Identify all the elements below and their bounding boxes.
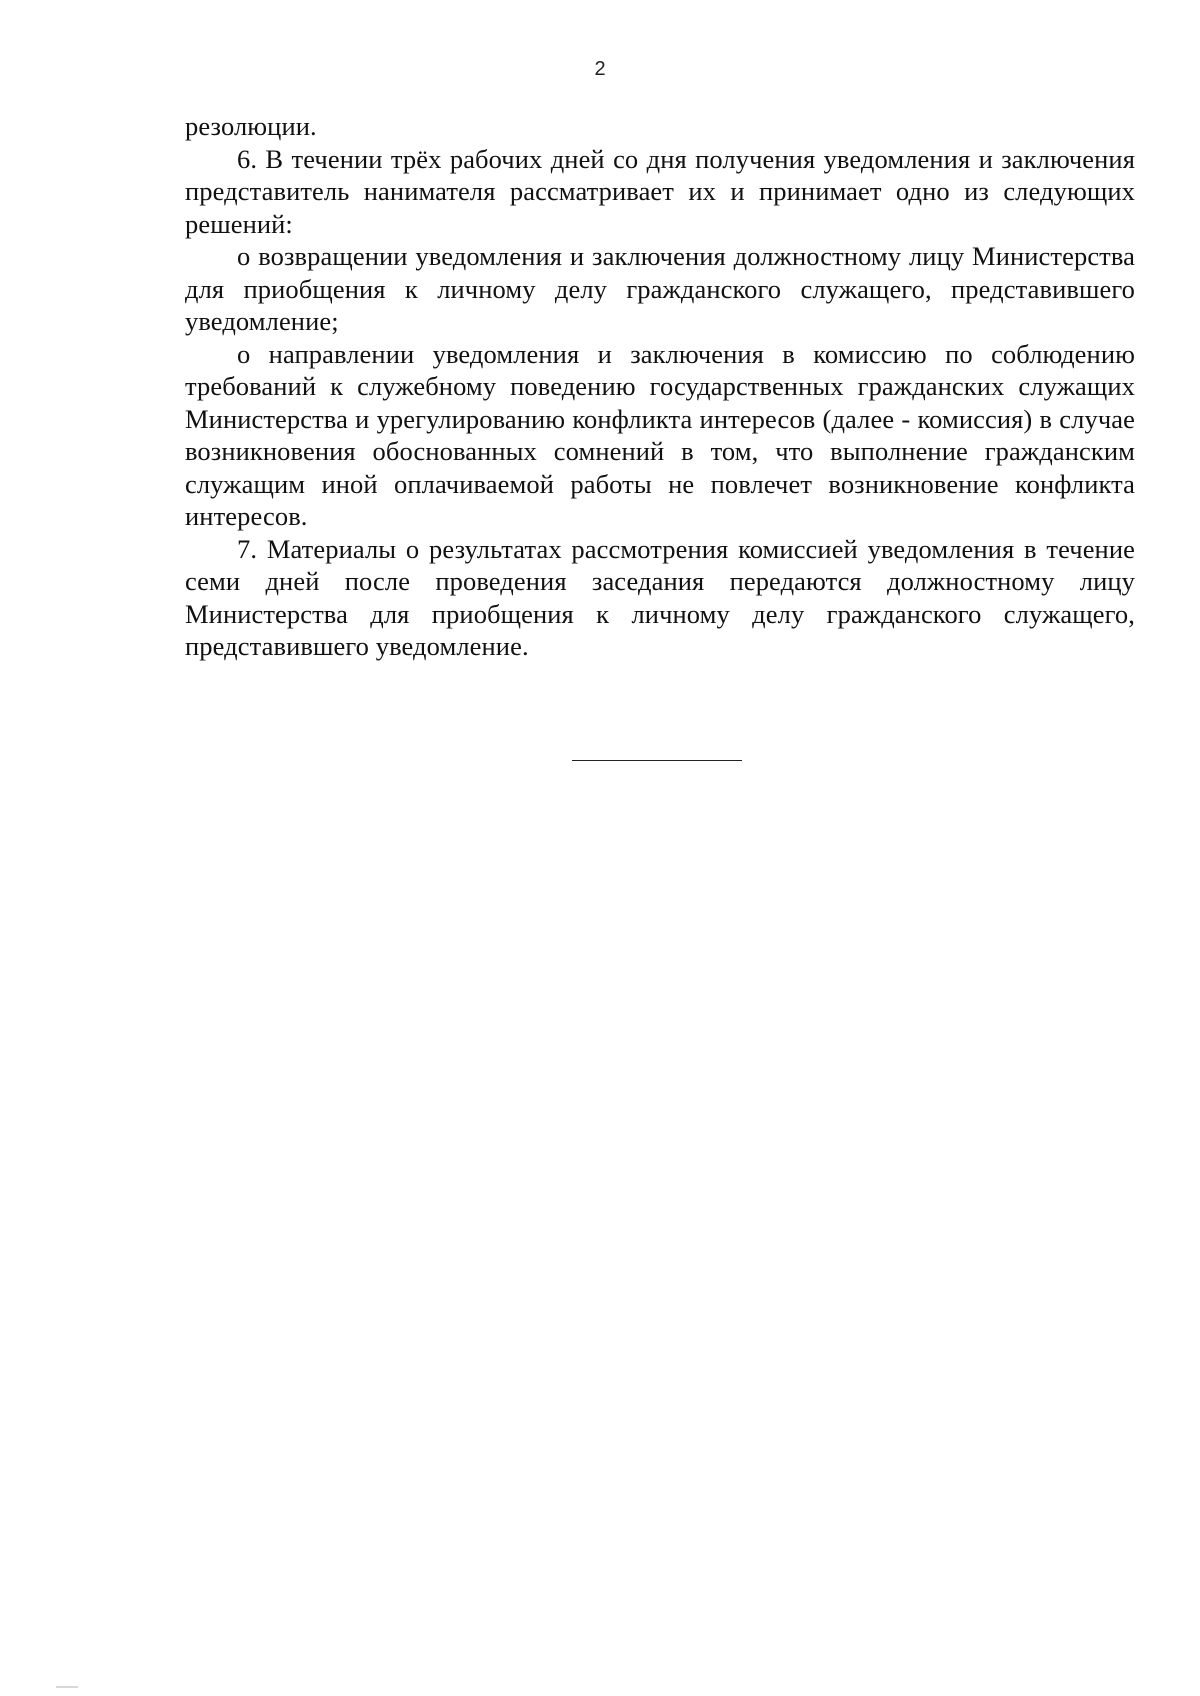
paragraph-item-6: 6. В течении трёх рабочих дней со дня получения уведомления и заключения представитель нанимателя рассматривает их и принимает одно из следующих решений: [185, 143, 1135, 239]
document-body [185, 110, 1135, 663]
paragraph-option-commission: о направлении уведомления и заключения в комиссию по соблюдению требований к служебному поведению государственных гражданских служащих Министерства и урегулированию конфликта интересов (далее - комиссия) в случае возникновения обоснованных сомнений в том, что выполнение гражданским служащим иной оплачиваемой работы не повлечет возникновение конфликта интересов. [185, 338, 1135, 531]
page-number: 2 [594, 58, 606, 80]
paragraph-continuation: резолюции. [185, 111, 317, 141]
paragraph-option-return: о возвращении уведомления и заключения должностному лицу Министерства для приобщения к личному делу гражданского служащего, представившего уведомление; [185, 241, 1135, 336]
scan-artifact [56, 1686, 78, 1688]
end-of-document-rule [572, 760, 742, 761]
paragraph-item-7: 7. Материалы о результатах рассмотрения комиссией уведомления в течение семи дней после проведения заседания передаются должностному лицу Министерства для приобщения к личному делу гражданского служащего, представившего уведомление. [185, 533, 1135, 661]
